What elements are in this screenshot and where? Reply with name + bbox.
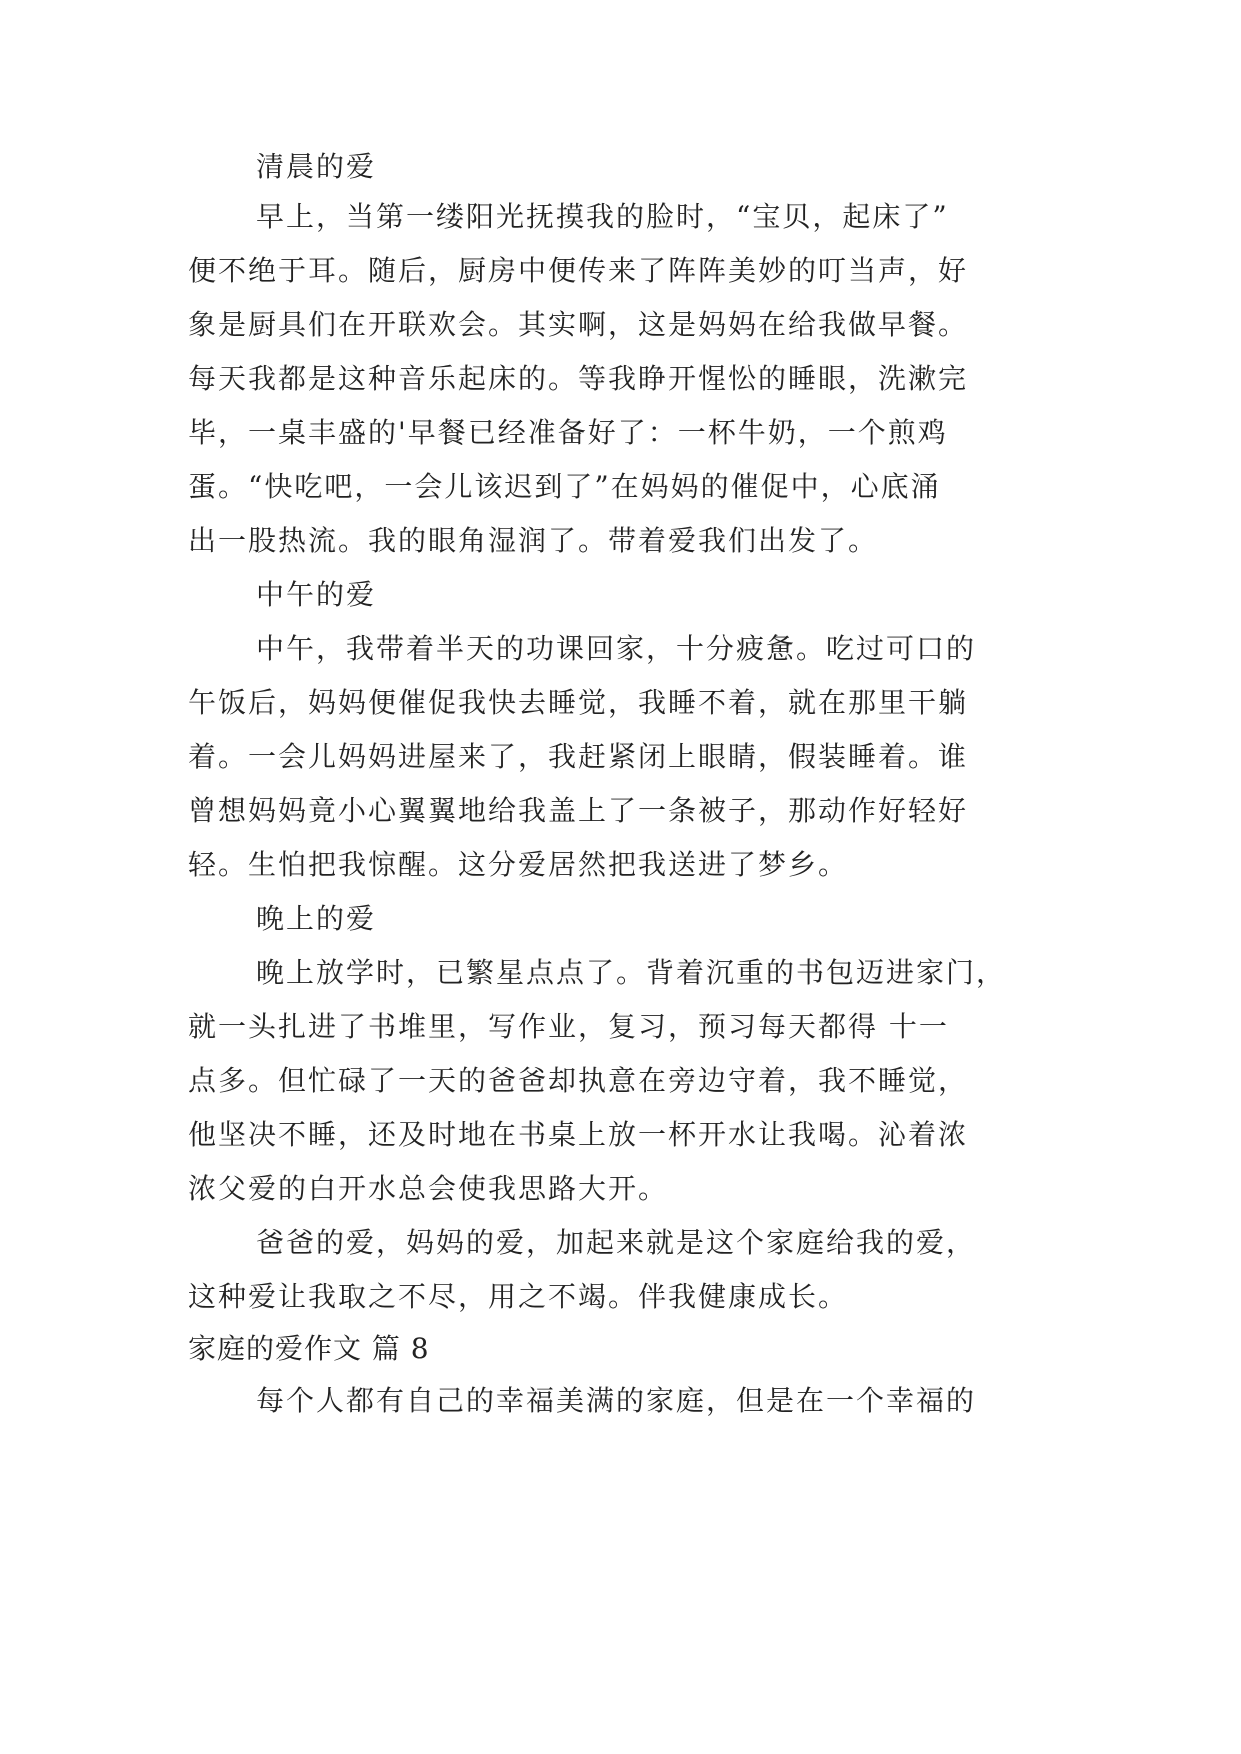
text-line: 每个人都有自己的幸福美满的家庭，但是在一个幸福的 — [256, 1384, 977, 1417]
text-line: 中午，我带着半天的功课回家，十分疲惫。吃过可口的 — [256, 632, 977, 665]
text-line: 着。一会儿妈妈进屋来了，我赶紧闭上眼睛，假装睡着。谁 — [188, 740, 969, 773]
text-line: 这种爱让我取之不尽，用之不竭。伴我健康成长。 — [188, 1280, 849, 1313]
subheading-evening: 晚上的爱 — [256, 902, 377, 935]
text-line: 浓父爱的白开水总会使我思路大开。 — [188, 1172, 669, 1205]
text-line: 出一股热流。我的眼角湿润了。带着爱我们出发了。 — [188, 524, 879, 557]
text-line: 便不绝于耳。随后，厨房中便传来了阵阵美妙的叮当声，好 — [188, 254, 969, 287]
section-heading: 家庭的爱作文 篇 8 — [188, 1332, 430, 1365]
text-line: 轻。生怕把我惊醒。这分爱居然把我送进了梦乡。 — [188, 848, 849, 881]
text-line: 每天我都是这种音乐起床的。等我睁开惺忪的睡眼，洗漱完 — [188, 362, 969, 395]
text-line: 就一头扎进了书堆里，写作业，复习，预习每天都得 十一 — [188, 1010, 949, 1043]
text-line: 早上，当第一缕阳光抚摸我的脸时，“宝贝，起床了” — [256, 200, 949, 233]
text-line: 他坚决不睡，还及时地在书桌上放一杯开水让我喝。沁着浓 — [188, 1118, 969, 1151]
subheading-noon: 中午的爱 — [256, 578, 377, 611]
text-line: 爸爸的爱，妈妈的爱，加起来就是这个家庭给我的爱， — [256, 1226, 977, 1259]
text-line: 点多。但忙碌了一天的爸爸却执意在旁边守着，我不睡觉， — [188, 1064, 969, 1097]
text-line: 午饭后，妈妈便催促我快去睡觉，我睡不着，就在那里干躺 — [188, 686, 969, 719]
subheading-morning: 清晨的爱 — [256, 150, 377, 183]
text-line: 蛋。“快吃吧，一会儿该迟到了”在妈妈的催促中，心底涌 — [188, 470, 941, 503]
text-line: 曾想妈妈竟小心翼翼地给我盖上了一条被子，那动作好轻好 — [188, 794, 969, 827]
text-line: 象是厨具们在开联欢会。其实啊，这是妈妈在给我做早餐。 — [188, 308, 969, 341]
text-line: 晚上放学时，已繁星点点了。背着沉重的书包迈进家门， — [256, 956, 1007, 989]
text-line: 毕，一桌丰盛的'早餐已经准备好了：一杯牛奶，一个煎鸡 — [188, 416, 948, 449]
